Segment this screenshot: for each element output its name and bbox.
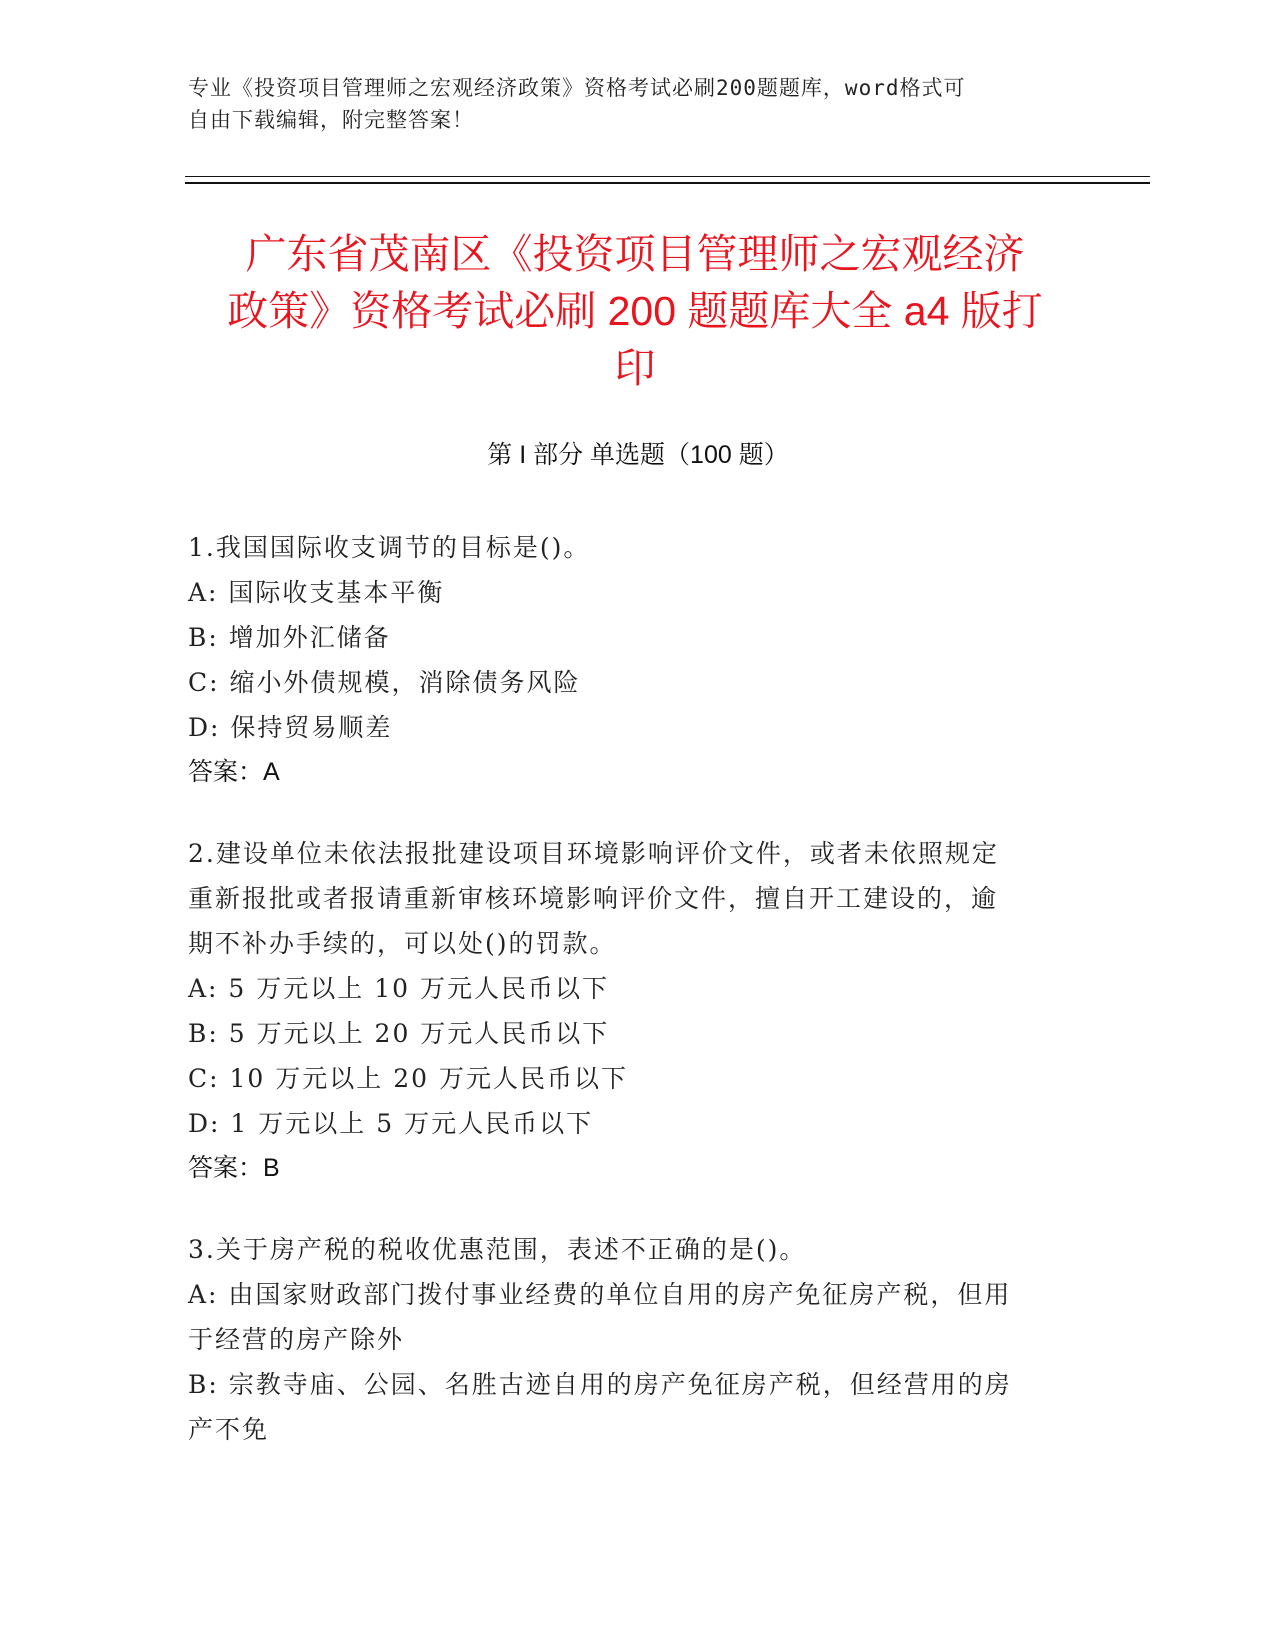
document-header	[188, 72, 1068, 136]
question-option: B: 5 万元以上 20 万元人民币以下	[188, 1019, 610, 1048]
header-divider-thin	[185, 176, 1150, 177]
question-option: C: 10 万元以上 20 万元人民币以下	[188, 1064, 628, 1093]
question-stem-line: 重新报批或者报请重新审核环境影响评价文件，擅自开工建设的，逾	[188, 884, 999, 913]
question-option: B: 宗教寺庙、公园、名胜古迹自用的房产免征房产税，但经营用的房	[188, 1370, 1012, 1399]
question-stem-line: 3.关于房产税的税收优惠范围，表述不正确的是()。	[188, 1235, 807, 1264]
question-option: B: 增加外汇储备	[188, 623, 391, 652]
header-divider-thick	[185, 182, 1150, 184]
question-answer: 答案：A	[188, 758, 280, 786]
question-answer: 答案：B	[188, 1154, 280, 1182]
header-line-1: 专业《投资项目管理师之宏观经济政策》资格考试必刷200题题库，word格式可	[188, 76, 966, 100]
question-stem-line: 1.我国国际收支调节的目标是()。	[188, 533, 591, 562]
question-stem-line: 2.建设单位未依法报批建设项目环境影响评价文件，或者未依照规定	[188, 839, 999, 868]
question-item	[188, 1227, 1068, 1452]
title-line-3: 印	[614, 345, 656, 391]
question-list	[188, 525, 1068, 1488]
question-item	[188, 831, 1068, 1191]
question-option: A: 由国家财政部门拨付事业经费的单位自用的房产免征房产税，但用	[188, 1280, 1012, 1309]
header-line-2: 自由下载编辑，附完整答案！	[188, 108, 474, 132]
question-option: A: 5 万元以上 10 万元人民币以下	[188, 974, 609, 1003]
question-option: C: 缩小外债规模，消除债务风险	[188, 668, 581, 697]
question-option: 于经营的房产除外	[188, 1325, 405, 1354]
question-stem-line: 期不补办手续的，可以处()的罚款。	[188, 929, 617, 958]
title-line-2: 政策》资格考试必刷 200 题题库大全 a4 版打	[227, 288, 1043, 334]
question-item	[188, 525, 1068, 795]
section-heading: 第 I 部分 单选题（100 题）	[487, 441, 789, 469]
question-option: A: 国际收支基本平衡	[188, 578, 445, 607]
question-option: D: 1 万元以上 5 万元人民币以下	[188, 1109, 594, 1138]
document-title	[180, 226, 1090, 397]
question-option: 产不免	[188, 1415, 270, 1444]
question-option: D: 保持贸易顺差	[188, 713, 393, 742]
title-line-1: 广东省茂南区《投资项目管理师之宏观经济	[245, 231, 1025, 277]
